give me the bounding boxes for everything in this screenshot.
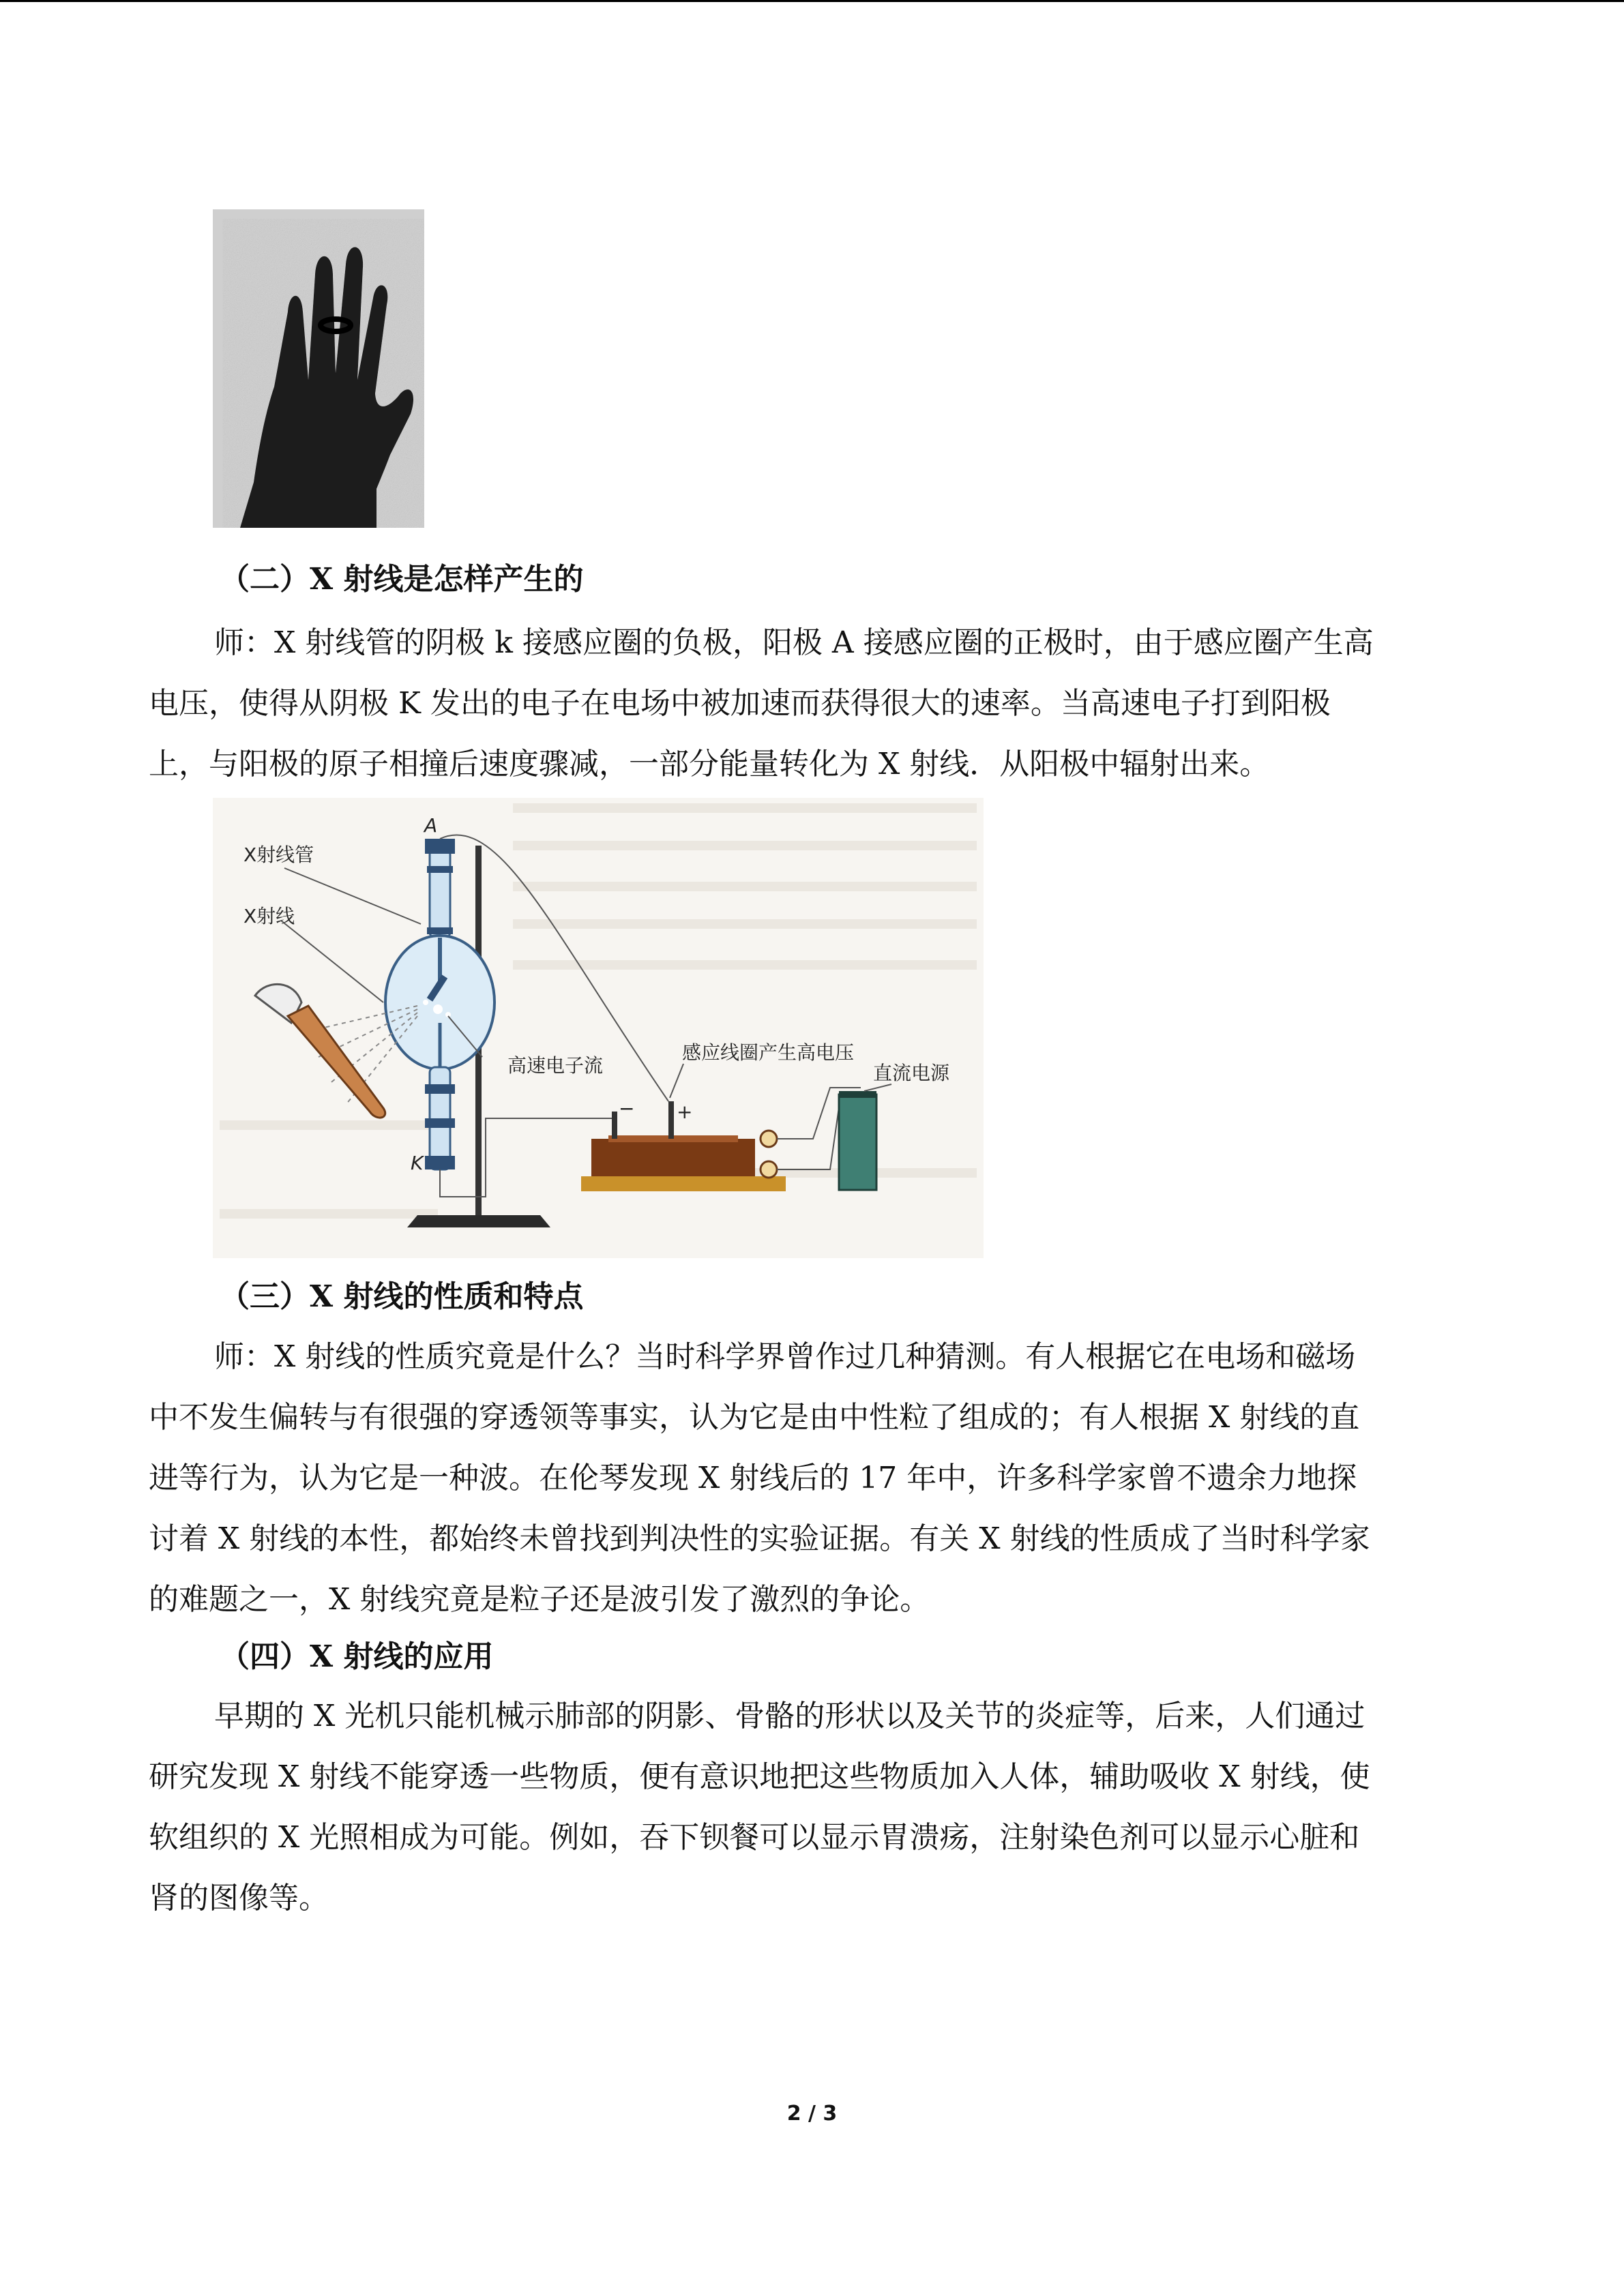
paragraph-line: 肾的图像等。 bbox=[149, 1881, 329, 1915]
paragraph-line: 讨着 X 射线的本性，都始终未曾找到判决性的实验证据。有关 X 射线的性质成了当时科学家 bbox=[149, 1521, 1370, 1556]
plus-terminal-label: + bbox=[677, 1101, 693, 1123]
paragraph-line: 电压，使得从阴极 K 发出的电子在电场中被加速而获得很大的速率。当高速电子打到阳极 bbox=[149, 686, 1331, 721]
paragraph-generation bbox=[149, 612, 1472, 794]
cathode-label: K bbox=[411, 1152, 424, 1174]
rays-label: X射线 bbox=[243, 905, 295, 927]
tube-label: X射线管 bbox=[243, 844, 314, 866]
electron-stream-label: 高速电子流 bbox=[507, 1054, 604, 1077]
paragraph-line: 师：X 射线管的阴极 k 接感应圈的负极，阳极 A 接感应圈的正极时，由于感应圈产生高 bbox=[214, 625, 1374, 660]
section-heading-properties: （三）X 射线的性质和特点 bbox=[220, 1279, 584, 1314]
paragraph-line: 早期的 X 光机只能机械示肺部的阴影、骨骼的形状以及关节的炎症等，后来，人们通过 bbox=[214, 1699, 1365, 1733]
paragraph-applications bbox=[149, 1686, 1472, 1928]
paragraph-line: 上，与阳极的原子相撞后速度骤减，一部分能量转化为 X 射线．从阳极中辐射出来。 bbox=[149, 747, 1270, 781]
section-heading-generation: （二）X 射线是怎样产生的 bbox=[220, 562, 584, 597]
section-heading-applications: （四）X 射线的应用 bbox=[220, 1639, 494, 1674]
anode-label: A bbox=[424, 814, 438, 837]
xray-hand-image bbox=[213, 209, 424, 528]
paragraph-line: 研究发现 X 射线不能穿透一些物质，便有意识地把这些物质加入人体，辅助吸收 X 射线，使 bbox=[149, 1759, 1370, 1794]
paragraph-line: 师：X 射线的性质究竟是什么？当时科学界曾作过几种猜测。有人根据它在电场和磁场 bbox=[214, 1339, 1356, 1374]
coil-label: 感应线圈产生高电压 bbox=[682, 1041, 855, 1064]
xray-tube-diagram bbox=[213, 798, 984, 1258]
paragraph-line: 软组织的 X 光照相成为可能。例如，吞下钡餐可以显示胃溃疡，注射染色剂可以显示心脏和 bbox=[149, 1820, 1360, 1855]
page-top-border bbox=[0, 0, 1624, 2]
page-number: 2 / 3 bbox=[786, 2102, 838, 2126]
paragraph-line: 的难题之一，X 射线究竟是粒子还是波引发了激烈的争论。 bbox=[149, 1582, 930, 1617]
paragraph-line: 进等行为，认为它是一种波。在伦琴发现 X 射线后的 17 年中，许多科学家曾不遗余力地探 bbox=[149, 1461, 1357, 1495]
paragraph-line: 中不发生偏转与有很强的穿透领等事实，认为它是由中性粒了组成的；有人根据 X 射线的直 bbox=[149, 1400, 1360, 1435]
dc-source-label: 直流电源 bbox=[873, 1062, 950, 1084]
minus-terminal-label: − bbox=[619, 1097, 635, 1120]
paragraph-properties bbox=[149, 1326, 1472, 1630]
